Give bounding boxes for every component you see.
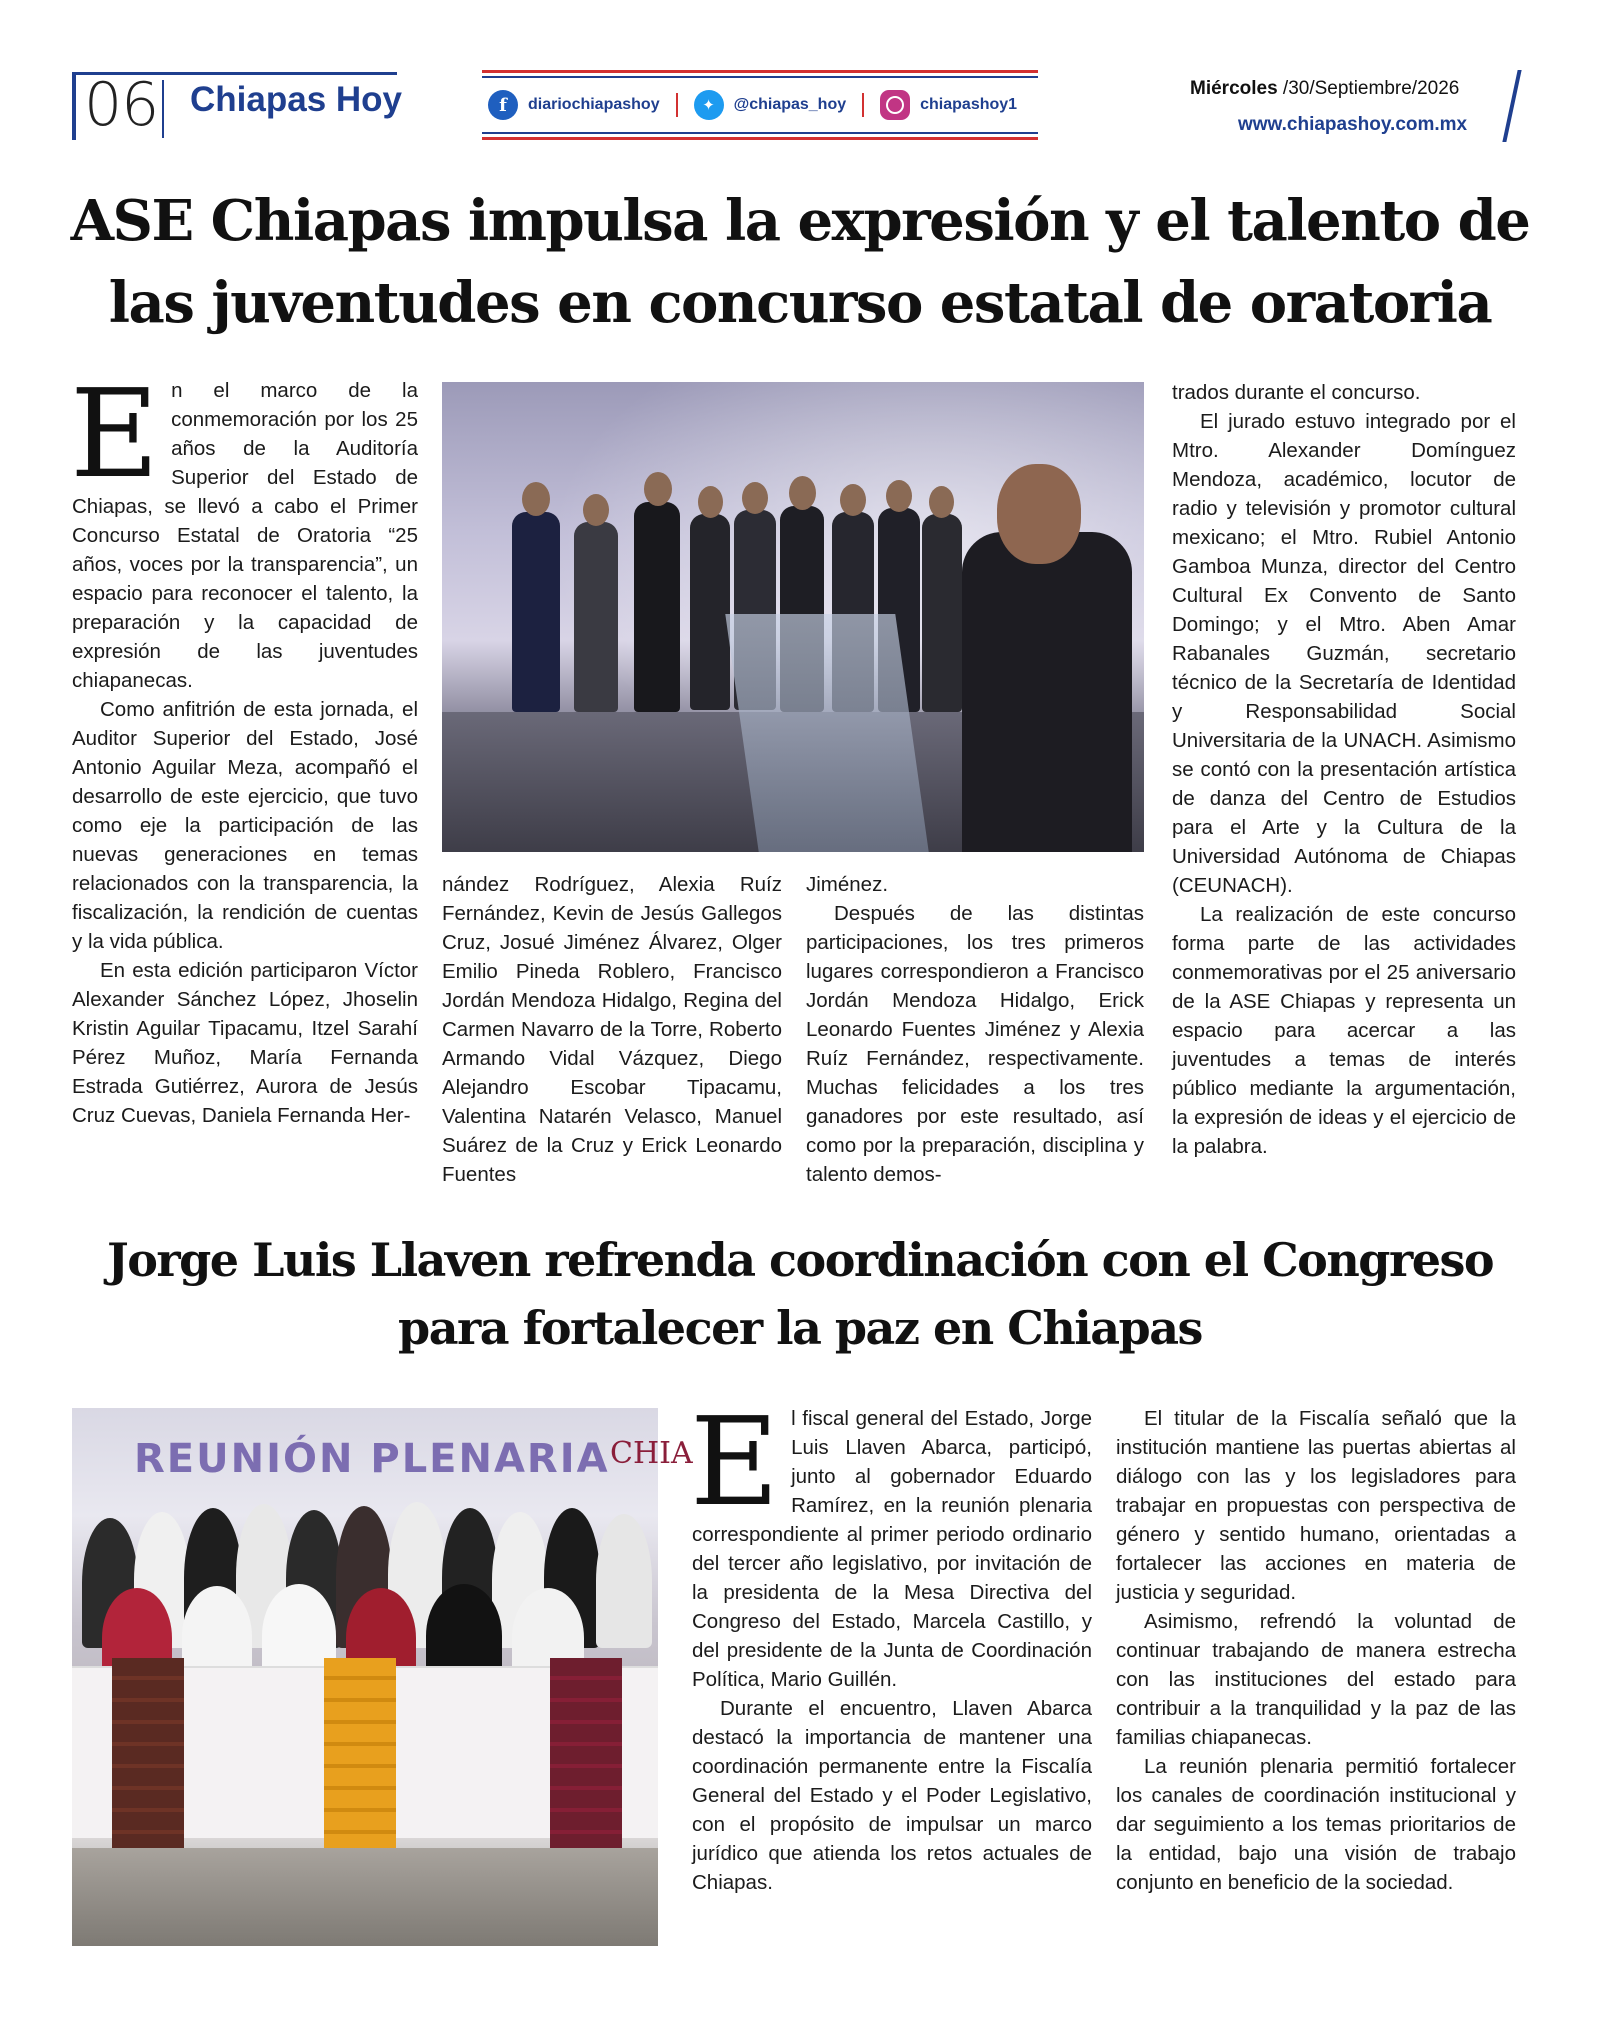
twitter-icon[interactable]: ✦ [694, 90, 724, 120]
article1-paragraph: El jurado estuvo integrado por el Mtro. Alexander Domínguez Mendoza, académico, locutor de radio y televisión y promotor cultural mexicano; el Mtro. Rubiel Antonio Gamboa Munza, director del Centro Cultural Ex Convento de Santo Domingo; y el Mtro. Aben Amar Rabanales Guzmán, secretario técnico de la Secretaría de Identidad y Responsabilidad Social Universitaria de la UNACH. Asimismo se contó con la presentación artística de danza del Centro de Estudios para el Arte y la Cultura de la Universidad Autónoma de Chiapas (CEUNACH). [1172, 410, 1516, 897]
article1-paragraph: Como anfitrión de esta jornada, el Auditor Superior del Estado, José Antonio Aguilar Meza, acompañó el desarrollo de este ejercicio, que tuvo como eje la participación de las nuevas generaciones en temas relacionados con la transparencia, la fiscalización, la rendición de cuentas y la vida pública. [72, 698, 418, 953]
article1-column-4 [1172, 378, 1516, 1161]
section-name: Chiapas Hoy [190, 80, 402, 119]
article2-paragraph: Durante el encuentro, Llaven Abarca destacó la importancia de mantener una coordinación permanente entre la Fiscalía General del Estado y el Poder Legislativo, con el propósito de impulsar un marco jurídico que atienda los retos actuales de Chiapas. [692, 1697, 1092, 1894]
contestant [512, 512, 560, 712]
article1-paragraph: nández Rodríguez, Alexia Ruíz Fernández, Kevin de Jesús Gallegos Cruz, Josué Jiménez Álvarez, Olger Emilio Pineda Roblero, Francisco Jordán Mendoza Hidalgo, Regina del Carmen Navarro de la Torre, Roberto Armando Vidal Vázquez, Diego Alejandro Escobar Tipacamu, Valentina Natarén Velasco, Manuel Suárez de la Cruz y Erick Leonardo Fuentes [442, 873, 782, 1186]
article1-photo-oratory-contest [442, 382, 1144, 852]
floor [72, 1848, 658, 1946]
article2-paragraph: Asimismo, refrendó la voluntad de continuar trabajando de manera estrecha con las instituciones del estado para contribuir a la tranquilidad y la paz de las familias chiapanecas. [1116, 1610, 1516, 1749]
social-bar [482, 70, 1038, 140]
attendee [596, 1514, 652, 1648]
article2-column-1 [690, 1391, 1092, 1897]
contestant-head [522, 482, 550, 516]
contestant [922, 514, 962, 712]
article1-paragraph: La realización de este concurso forma parte de las actividades conmemorativas por el 25 aniversario de la ASE Chiapas y representa un espacio para acercar a las juventudes a temas de interés público mediante la argumentación, la expresión de ideas y el ejercicio de la palabra. [1172, 903, 1516, 1158]
article1-headline-line2: las juventudes en concurso estatal de oratoria [108, 270, 1492, 336]
article2-headline-line2: para fortalecer la paz en Chiapas [398, 1301, 1202, 1355]
issue-date [1190, 76, 1459, 102]
article2-paragraph: l fiscal general del Estado, Jorge Luis Llaven Abarca, participó, junto al gobernador Eduardo Ramírez, en la reunión plenaria correspondiente al primer periodo ordinario del tercer año legislativo, por invitación de la presidenta de la Mesa Directiva del Congreso del Estado, Marcela Castillo, y del presidente de la Junta de Coordinación Política, Mario Guillén. [692, 1407, 1092, 1691]
article2-photo-plenary-meeting [72, 1408, 693, 1946]
social-top-rule-2 [482, 76, 1038, 78]
contestant [690, 514, 730, 710]
facebook-icon[interactable]: f [488, 90, 518, 120]
photo-banner-logo-text: CHIA [610, 1436, 693, 1471]
contestant [574, 522, 618, 712]
article1-paragraph: Jiménez. [806, 873, 889, 896]
podium [725, 614, 928, 852]
table-runner [112, 1658, 184, 1868]
table-runner [550, 1658, 622, 1868]
article1-paragraph: trados durante el concurso. [1172, 381, 1421, 404]
article1-headline [60, 180, 1540, 344]
social-divider [676, 93, 678, 117]
contestant-head [789, 476, 816, 510]
header-left-bar [72, 72, 76, 140]
speaker-head [997, 464, 1081, 564]
article2-headline-line1: Jorge Luis Llaven refrenda coordinación con el Congreso [106, 1233, 1494, 1287]
contestant [634, 502, 680, 712]
article2-paragraph: La reunión plenaria permitió fortalecer los canales de coordinación institucional y dar seguimiento a los temas prioritarios de la entidad, bajo una visión de trabajo conjunto en beneficio de la sociedad. [1116, 1755, 1516, 1894]
social-bottom-rule-2 [482, 132, 1038, 134]
header-separator [162, 80, 164, 138]
contestant-head [644, 472, 672, 506]
contestant-head [698, 486, 723, 518]
issue-weekday: Miércoles [1190, 78, 1278, 99]
contestant-head [840, 484, 866, 516]
article2-column-2 [1116, 1404, 1516, 1897]
twitter-handle[interactable]: @chiapas_hoy [733, 96, 847, 113]
speaker [962, 532, 1132, 852]
contestant-head [742, 482, 768, 514]
header-slash [1502, 70, 1521, 142]
article1-column-3 [806, 870, 1144, 1189]
table-runner [324, 1658, 396, 1868]
social-top-rule [482, 70, 1038, 73]
page-number: 06 [84, 70, 159, 140]
article1-dropcap: E [70, 363, 160, 505]
article1-headline-line1: ASE Chiapas impulsa la expresión y el talento de [70, 188, 1530, 254]
article1-paragraph: Después de las distintas participaciones, los tres primeros lugares correspondieron a Francisco Jordán Mendoza Hidalgo, Erick Leonardo Fuentes Jiménez y Alexia Ruíz Fernández, respectivamente. Muchas felicidades a los tres ganadores por este resultado, así como por la preparación, disciplina y talento demos- [806, 902, 1144, 1186]
article2-headline [60, 1226, 1540, 1362]
article1-paragraph: En esta edición participaron Víctor Alexander Sánchez López, Jhoselin Kristin Aguilar Tipacamu, Itzel Sarahí Pérez Muñoz, María Fernanda Estrada Gutiérrez, Aurora de Jesús Cruz Cuevas, Daniela Fernanda Her- [72, 959, 418, 1127]
article1-column-1 [70, 363, 418, 1130]
facebook-handle[interactable]: diariochiapashoy [528, 96, 660, 113]
instagram-handle[interactable]: chiapashoy1 [920, 96, 1018, 113]
contestant-head [886, 480, 912, 512]
social-bottom-rule [482, 137, 1038, 140]
article2-dropcap: E [690, 1391, 780, 1533]
article1-column-2 [442, 870, 782, 1189]
article1-paragraph: n el marco de la conmemoración por los 25 años de la Auditoría Superior del Estado de Chiapas, se llevó a cabo el Primer Concurso Estatal de Oratoria “25 años, voces por la transparencia”, un espacio para reconocer el talento, la preparación y la capacidad de expresión de las juventudes chiapanecas. [72, 379, 418, 692]
social-links [488, 90, 1017, 120]
social-divider [862, 93, 864, 117]
issue-date-value: /30/Septiembre/2026 [1277, 78, 1460, 99]
website-link[interactable]: www.chiapashoy.com.mx [1238, 114, 1468, 135]
contestant-head [929, 486, 954, 518]
instagram-icon[interactable] [880, 90, 910, 120]
contestant-head [583, 494, 609, 526]
photo-banner-text: REUNIÓN PLENARIA [134, 1436, 610, 1482]
article2-paragraph: El titular de la Fiscalía señaló que la institución mantiene las puertas abiertas al diálogo con las y los legisladores para trabajar en propuestas con perspectiva de género y sentido humano, orientadas a fortalecer las acciones en materia de justicia y seguridad. [1116, 1407, 1516, 1604]
